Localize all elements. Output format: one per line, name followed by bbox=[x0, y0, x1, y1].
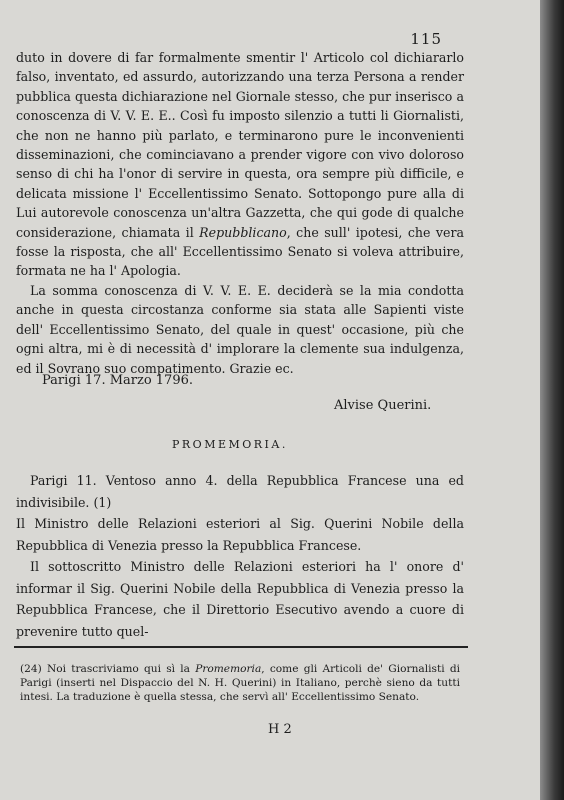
place-date: Parigi 17. Marzo 1796. bbox=[42, 373, 194, 388]
signature: Alvise Querini. bbox=[334, 398, 432, 413]
footnote-end: , come gli Articoli de' Giornalisti di Parigi (inserti nel Dispaccio del N. H. Querini) in Italiano, perchè sieno da tutti intesi. La traduzione è quella stessa, che servì all' Eccellentissimo Senato. bbox=[20, 663, 460, 703]
footnote-italic: Promemoria bbox=[195, 663, 262, 675]
memo-heading: PROMEMORIA. bbox=[172, 438, 288, 451]
italic-newspaper-title: Repubblicano bbox=[199, 224, 287, 240]
page-number: 115 bbox=[410, 30, 442, 48]
paragraph-1-text: duto in dovere di far formalmente smentir l' Articolo col dichiararlo falso, inventato, ed assurdo, autorizzando una terza Persona a render pubblica questa dichiarazione nel Giornale stesso, che pur inserisco a conoscenza di V. V. E. E.. Così fu imposto silenzio a tutti li Giornalisti, che non ne hanno più parlato, e terminarono pure le inconvenienti disseminazioni, che cominciavano a prender vigore con vivo doloroso senso di chi ha l'onor di servire in questa, ora sempre più difficile, e delicata missione l' Eccellentissimo Senato. Sottopongo pure alla di Lui autorevole conoscenza un'altra Gazzetta, che qui gode di qualche considerazione, chiamata il bbox=[16, 50, 464, 240]
footnote-start: (24) Noi trascriviamo qui sì la bbox=[20, 663, 196, 675]
page-edge bbox=[540, 0, 564, 800]
paragraph-1 bbox=[16, 48, 464, 281]
memo-line-3: Il sottoscritto Ministro delle Relazioni esteriori ha l' onore d' informar il Sig. Querini Nobile della Repubblica di Venezia presso la Repubblica Francese, che il Direttorio Esecutivo avendo a cuore di prevenire tutto quel- bbox=[16, 559, 464, 639]
paragraph-2: La somma conoscenza di V. V. E. E. deciderà se la mia condotta anche in questa circostanza conforme sia stata alle Sapienti viste dell' Eccellentissimo Senato, del quale in quest' occasione, più che ogni altra, mi è di necessità d' implorare la clemente sua indulgenza, ed il Sovrano suo compatimento. Grazie ec. bbox=[16, 282, 464, 376]
paragraph-1-end: , che sull' ipotesi, che vera fosse la risposta, che all' Eccellentissimo Senato si voleva attribuire, formata ne ha l' Apologia. bbox=[16, 224, 464, 279]
footnote-divider bbox=[14, 646, 468, 648]
memo-text bbox=[16, 470, 464, 642]
footnote bbox=[20, 662, 460, 704]
signature-mark: H 2 bbox=[268, 722, 292, 737]
main-text bbox=[16, 48, 464, 378]
memo-line-1: Parigi 11. Ventoso anno 4. della Repubblica Francese una ed indivisibile. (1) bbox=[16, 473, 464, 510]
memo-line-2: Il Ministro delle Relazioni esteriori al Sig. Querini Nobile della Repubblica di Venezia presso la Repubblica Francese. bbox=[16, 516, 464, 553]
